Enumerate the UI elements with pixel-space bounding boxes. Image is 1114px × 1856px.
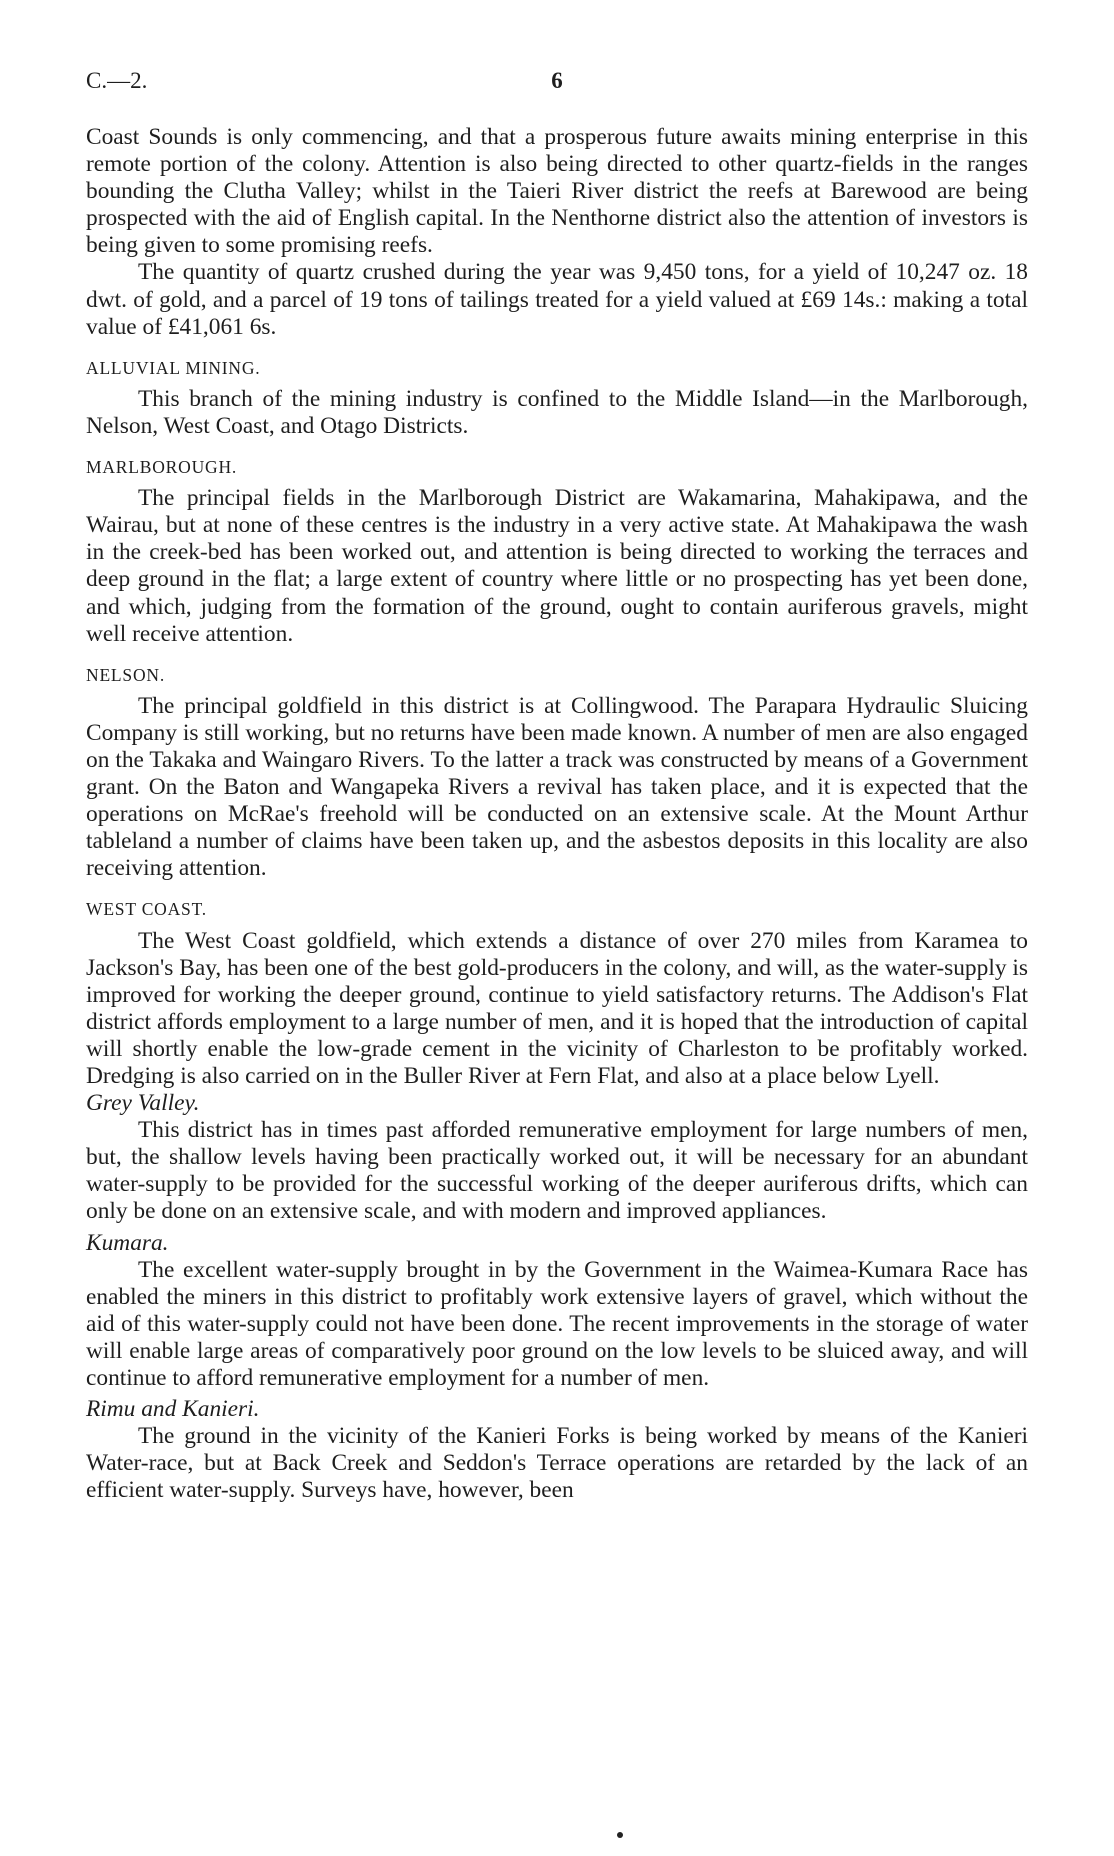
page-header bbox=[86, 68, 1028, 100]
heading-marlborough: MARLBOROUGH. bbox=[86, 457, 238, 478]
heading-west-coast: WEST COAST. bbox=[86, 899, 207, 920]
paragraph-nelson: The principal goldfield in this district is at Collingwood. The Parapara Hydraulic Sluicing Company is still working, but no returns have been made known. A number of men are also engaged on the Takaka and Waingaro Rivers. To the latter a track was constructed by means of a Government grant. On the Baton and Wangapeka Rivers a revival has taken place, and it is expected that the operations on McRae's freehold will be conducted on an extensive scale. At the Mount Arthur tableland a number of claims have been taken up, and the asbestos deposits in this locality are also receiving attention. bbox=[86, 692, 1028, 882]
print-mark bbox=[617, 1832, 623, 1838]
paragraph-grey-valley: This district has in times past afforded remunerative employment for large numbers of men, but, the shallow levels having been practically worked out, it will be necessary for an abundant water-supply to be provided for the successful working of the deeper auriferous drifts, which can only be done on an extensive scale, and with modern and improved appliances. bbox=[86, 1117, 1028, 1225]
heading-alluvial-mining: ALLUVIAL MINING. bbox=[86, 357, 261, 378]
heading-nelson: NELSON. bbox=[86, 664, 166, 685]
subheading-grey-valley: Grey Valley. bbox=[86, 1090, 200, 1117]
paragraph-rimu-kanieri: The ground in the vicinity of the Kanieri Forks is being worked by means of the Kanieri Water-race, but at Back Creek and Seddon's Terrace operations are retarded by the lack of an efficient water-supply. Surveys have, however, been bbox=[86, 1423, 1028, 1504]
document-reference: C.—2. bbox=[86, 68, 148, 93]
paragraph-kumara: The excellent water-supply brought in by the Government in the Waimea-Kumara Race has enabled the miners in this district to profitably work extensive layers of gravel, which without the aid of this water-supply could not have been done. The recent improvements in the storage of water will enable large areas of comparatively poor ground on the low levels to be sluiced away, and will continue to afford remunerative employment for a number of men. bbox=[86, 1256, 1028, 1392]
body-text bbox=[86, 124, 1028, 1505]
paragraph-alluvial: This branch of the mining industry is confined to the Middle Island—in the Marlborough, Nelson, West Coast, and Otago Districts. bbox=[86, 385, 1028, 439]
paragraph-quartz-continued: Coast Sounds is only commencing, and that a prosperous future awaits mining enterprise in this remote portion of the colony. Attention is also being directed to other quartz-fields in the ranges bounding the Clutha Valley; whilst in the Taieri River district the reefs at Barewood are being prospected with the aid of English capital. In the Nenthorne district also the attention of investors is being given to some promising reefs. bbox=[86, 124, 1028, 259]
paragraph-marlborough: The principal fields in the Marlborough District are Wakamarina, Mahakipawa, and the Wairau, but at none of these centres is the industry in a very active state. At Mahakipawa the wash in the creek-bed has been worked out, and attention is being directed to working the terraces and deep ground in the flat; a large extent of country where little or no prospecting has yet been done, and which, judging from the formation of the ground, ought to contain auriferous gravels, might well receive attention. bbox=[86, 485, 1028, 647]
subheading-kumara: Kumara. bbox=[86, 1229, 169, 1256]
subheading-rimu-kanieri: Rimu and Kanieri. bbox=[86, 1396, 260, 1423]
page-number: 6 bbox=[551, 68, 563, 93]
paragraph-quartz-yield: The quantity of quartz crushed during the year was 9,450 tons, for a yield of 10,247 oz. 18 dwt. of gold, and a parcel of 19 tons of tailings treated for a yield valued at £69 14s.: making a total value of £41,061 6s. bbox=[86, 259, 1028, 340]
paragraph-west-coast: The West Coast goldfield, which extends a distance of over 270 miles from Karamea to Jackson's Bay, has been one of the best gold-producers in the colony, and will, as the water-supply is improved for working the deeper ground, continue to yield satisfactory returns. The Addison's Flat district affords employment to a large number of men, and it is hoped that the introduction of capital will shortly enable the low-grade cement in the vicinity of Charleston to be profitably worked. Dredging is also carried on in the Buller River at Fern Flat, and also at a place below Lyell. bbox=[86, 927, 1028, 1089]
